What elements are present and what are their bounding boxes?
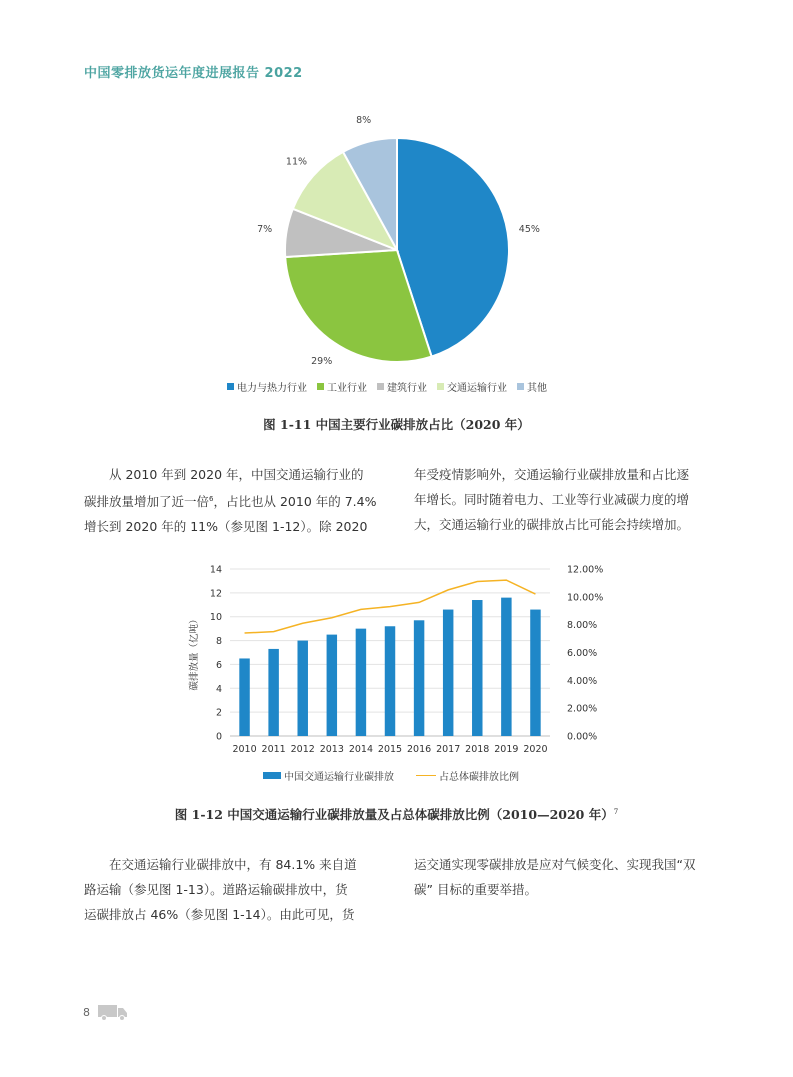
y2-tick-label: 4.00% xyxy=(567,675,598,687)
caption-text: 图 1-12 中国交通运输行业碳排放量及占总体碳排放比例（2010—2020 年） xyxy=(174,807,614,822)
legend-label: 中国交通运输行业碳排放 xyxy=(284,772,394,783)
text-line: 运交通实现零碳排放是应对气候变化、实现我国“双 xyxy=(414,857,696,872)
y-tick-label: 6 xyxy=(215,659,222,671)
text-line: 年增长。同时随着电力、工业等行业减碳力度的增 xyxy=(414,492,690,507)
text-span: 碳排放量增加了近一倍 xyxy=(84,494,210,510)
text-span: ，占比也从 2010 年的 7.4% xyxy=(213,494,377,510)
legend-swatch xyxy=(517,383,524,390)
legend-label: 工业行业 xyxy=(327,383,367,394)
bar xyxy=(414,620,424,736)
truck-icon xyxy=(98,1003,128,1021)
pie-slice-label: 29% xyxy=(311,355,333,367)
x-tick-label: 2013 xyxy=(319,744,344,755)
pie-chart xyxy=(230,115,570,370)
y2-tick-label: 8.00% xyxy=(567,620,598,632)
legend-item xyxy=(404,768,519,783)
bar xyxy=(297,641,307,736)
paragraph-1-right xyxy=(414,462,714,537)
y-tick-label: 8 xyxy=(215,636,222,648)
figure-2-caption xyxy=(0,805,793,823)
combo-legend xyxy=(263,768,519,783)
bar xyxy=(268,649,278,736)
page-number: 8 xyxy=(83,1006,90,1019)
legend-label: 占总体碳排放比例 xyxy=(439,772,519,783)
bar xyxy=(501,598,511,736)
series-line xyxy=(245,580,536,633)
legend-label: 其他 xyxy=(527,383,547,394)
x-tick-label: 2016 xyxy=(406,744,432,755)
pie-slice-label: 45% xyxy=(518,224,540,236)
text-line: 运碳排放占 46%（参见图 1-14）。由此可见，货 xyxy=(84,907,355,922)
text-line: 碳” 目标的重要举措。 xyxy=(414,882,537,897)
legend-swatch xyxy=(437,383,444,390)
y-tick-label: 14 xyxy=(209,564,222,576)
legend-swatch xyxy=(317,383,324,390)
bar xyxy=(472,600,482,736)
bar xyxy=(327,635,337,736)
x-tick-label: 2019 xyxy=(494,744,519,755)
legend-item xyxy=(317,379,367,394)
y-tick-label: 10 xyxy=(209,612,222,624)
text-line: 增长到 2020 年的 11%（参见图 1-12）。除 2020 xyxy=(84,519,368,535)
footnote-ref: 7 xyxy=(613,807,619,816)
bar xyxy=(443,610,453,736)
legend-swatch xyxy=(227,383,234,390)
text-line xyxy=(84,487,384,514)
x-tick-label: 2020 xyxy=(523,744,548,755)
x-tick-label: 2014 xyxy=(348,744,374,755)
pie-slice-label: 8% xyxy=(356,115,372,127)
legend-item xyxy=(263,768,394,783)
y2-tick-label: 2.00% xyxy=(567,703,598,715)
text-line: 在交通运输行业碳排放中，有 84.1% 来自道 xyxy=(109,857,357,872)
legend-item xyxy=(437,379,507,394)
report-title: 中国零排放货运年度进展报告 2022 xyxy=(84,66,303,81)
y-tick-label: 12 xyxy=(209,588,222,600)
x-tick-label: 2011 xyxy=(261,744,286,755)
paragraph-2-left xyxy=(84,852,384,927)
y-tick-label: 0 xyxy=(215,731,222,743)
bar xyxy=(385,626,395,736)
legend-item xyxy=(517,379,547,394)
pie-slice-label: 11% xyxy=(285,156,308,168)
footnote-ref: 6 xyxy=(209,495,214,503)
x-tick-label: 2017 xyxy=(436,744,461,755)
legend-label: 建筑行业 xyxy=(387,383,427,394)
x-tick-label: 2015 xyxy=(377,744,403,755)
y2-tick-label: 10.00% xyxy=(567,592,604,604)
y-tick-label: 2 xyxy=(215,707,222,719)
legend-item xyxy=(377,379,427,394)
legend-item xyxy=(227,379,307,394)
combo-chart xyxy=(180,558,620,788)
x-tick-label: 2018 xyxy=(465,744,490,755)
text-line: 从 2010 年到 2020 年，中国交通运输行业的 xyxy=(109,467,364,482)
text-line: 路运输（参见图 1-13）。道路运输碳排放中，货 xyxy=(84,882,348,897)
x-tick-label: 2012 xyxy=(290,744,315,755)
y2-tick-label: 0.00% xyxy=(567,731,598,743)
legend-swatch xyxy=(377,383,384,390)
bar xyxy=(530,610,540,736)
legend-swatch xyxy=(263,772,281,779)
pie-legend xyxy=(227,379,547,394)
legend-label: 电力与热力行业 xyxy=(237,383,307,394)
y2-tick-label: 12.00% xyxy=(567,564,604,576)
legend-label: 交通运输行业 xyxy=(447,383,507,394)
y-tick-label: 4 xyxy=(215,683,222,695)
paragraph-2-right xyxy=(414,852,714,902)
x-tick-label: 2010 xyxy=(232,744,257,755)
text-line: 大，交通运输行业的碳排放占比可能会持续增加。 xyxy=(414,517,690,532)
legend-line xyxy=(416,775,436,777)
y2-tick-label: 6.00% xyxy=(567,648,598,659)
bar xyxy=(356,629,366,736)
paragraph-1-left xyxy=(84,462,384,539)
text-line: 年受疫情影响外，交通运输行业碳排放量和占比逐 xyxy=(414,467,690,482)
bar xyxy=(239,658,249,736)
pie-slice-label: 7% xyxy=(257,224,273,236)
figure-1-caption: 图 1-11 中国主要行业碳排放占比（2020 年） xyxy=(263,417,530,432)
y-axis-label: 碳排放量（亿吨） xyxy=(189,614,200,691)
